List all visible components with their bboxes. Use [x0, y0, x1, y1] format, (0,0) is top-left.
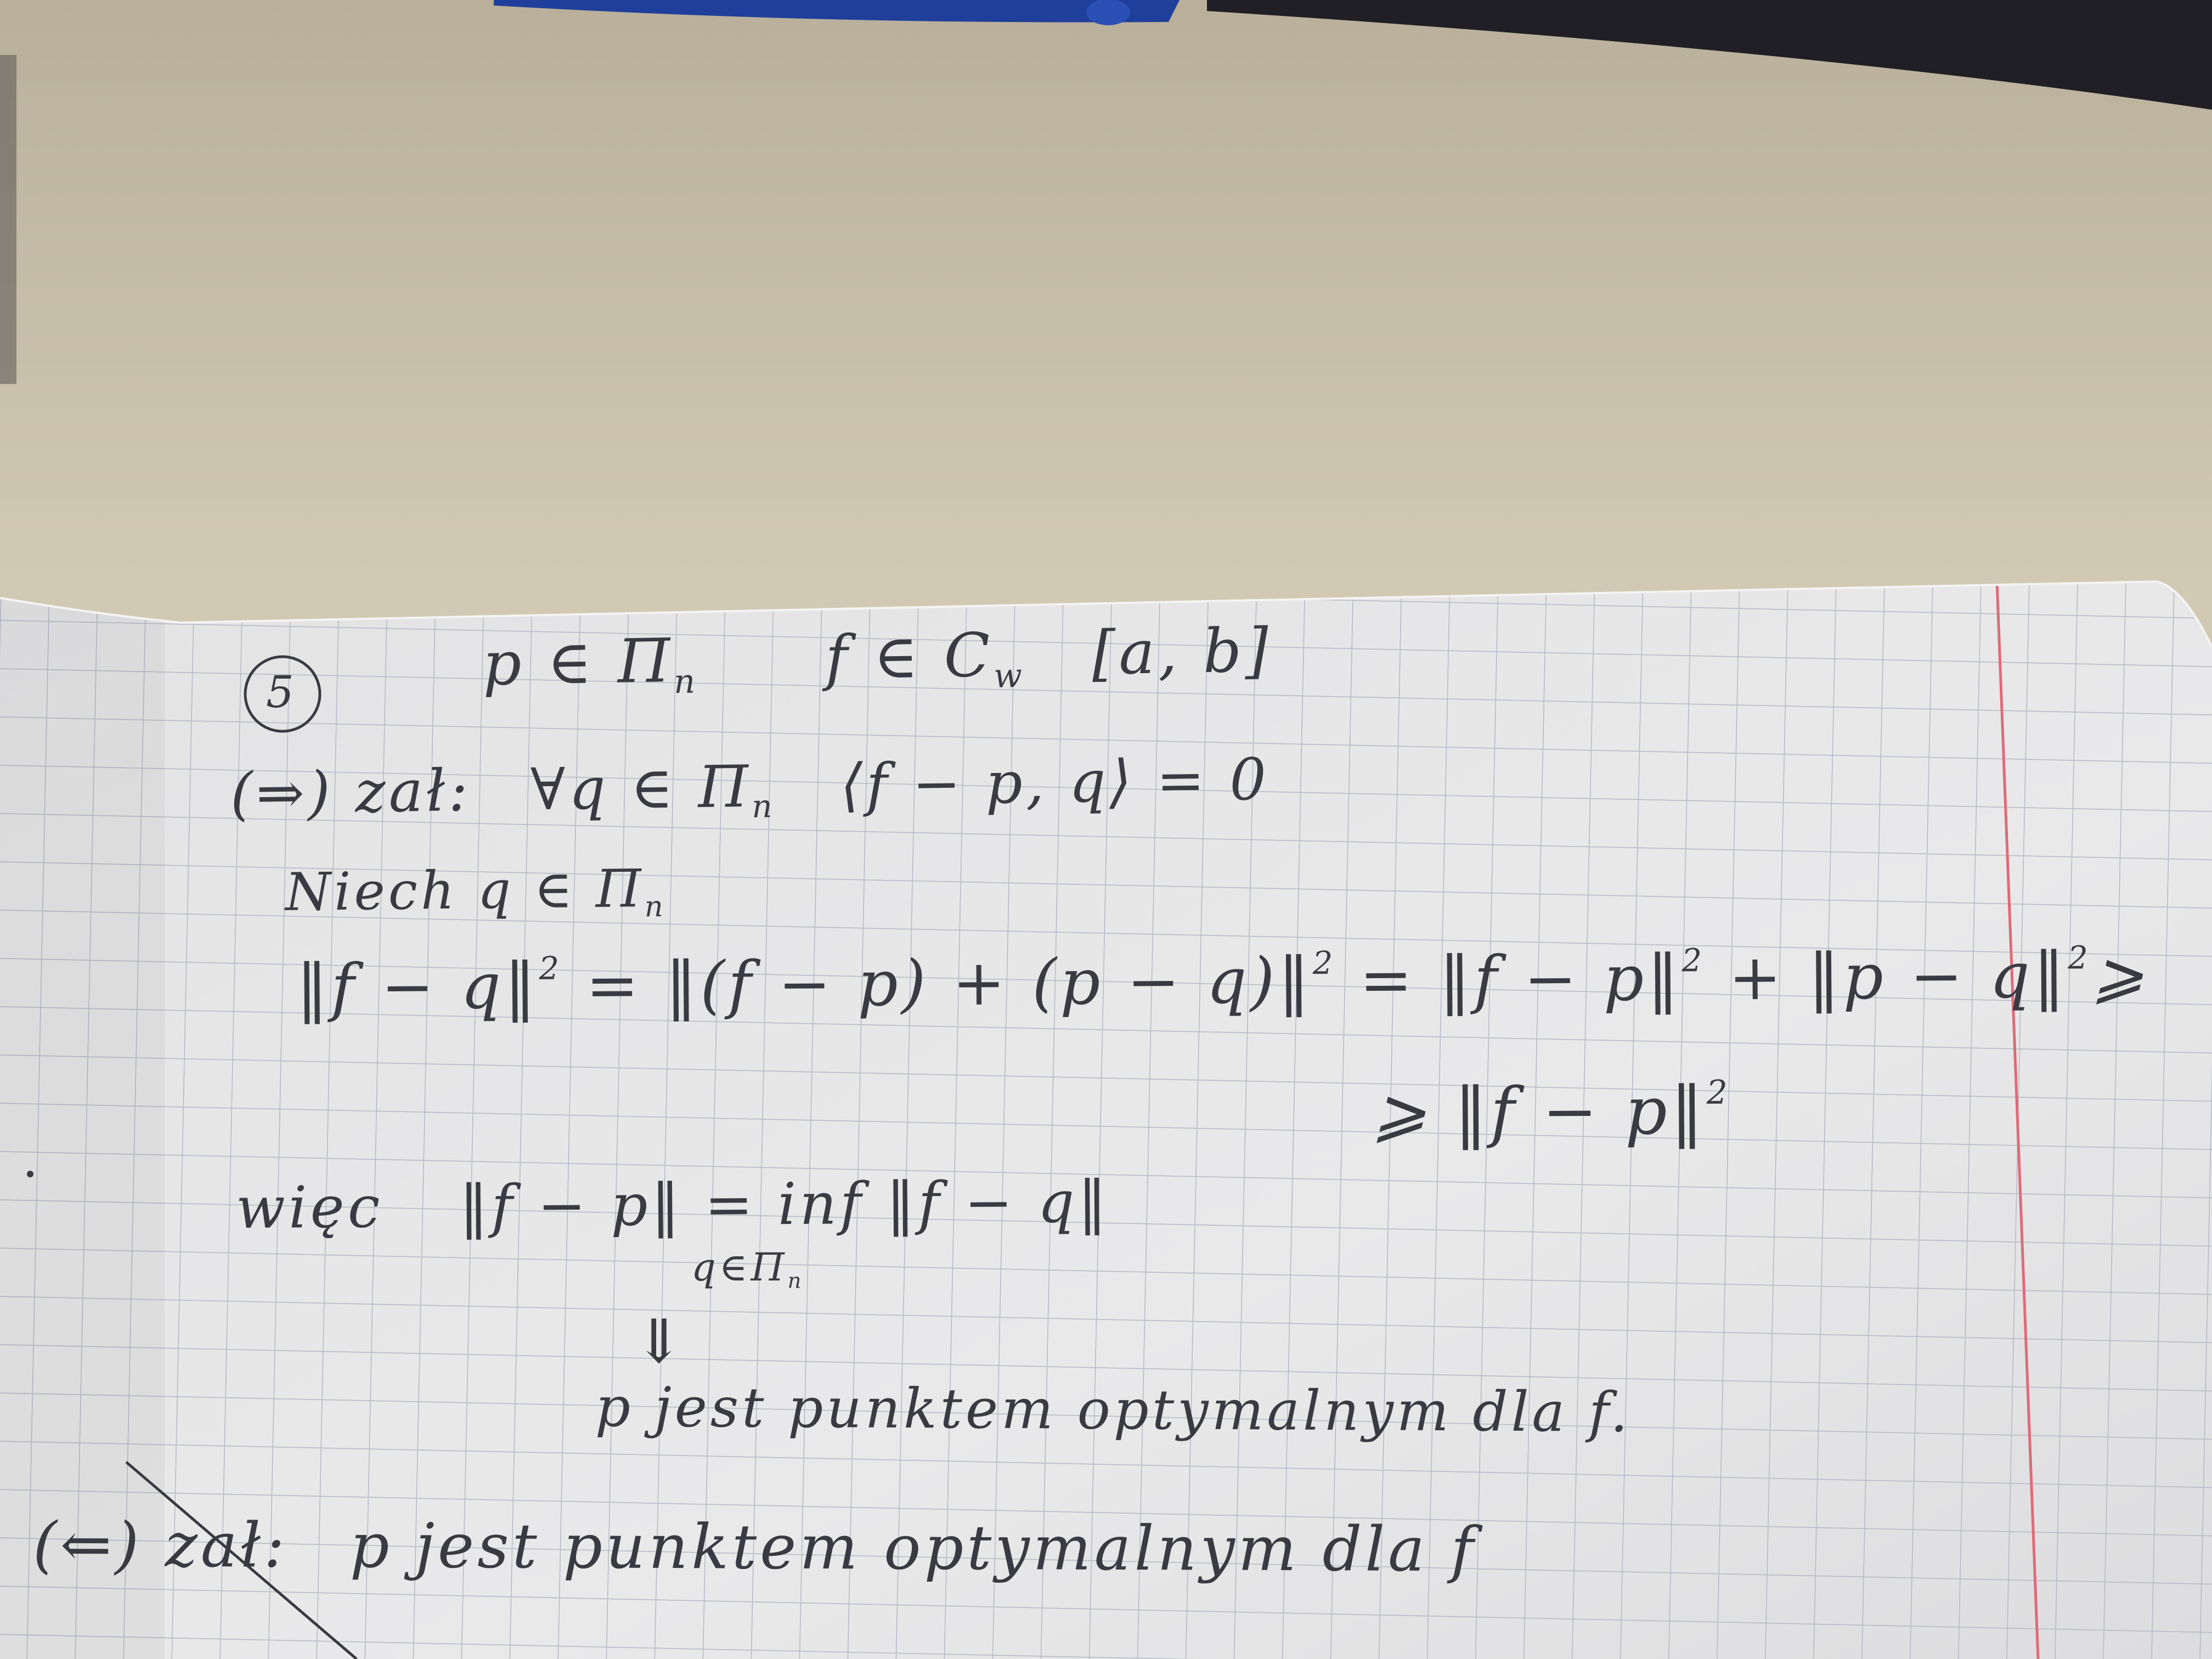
assume-cond-sub: n: [751, 787, 776, 825]
item-number: 5: [266, 667, 297, 718]
norm-line: [296, 938, 2148, 1025]
assume-eq: ⟨f − p, q⟩ = 0: [840, 746, 1270, 819]
inf-sub: q∈Π: [691, 1245, 788, 1290]
implies-arrow: ⇓: [634, 1306, 688, 1376]
pen-clip: [1086, 0, 1130, 25]
norm-rhs-exp: 2: [1706, 1073, 1731, 1112]
norm-lhs: ‖f − q‖: [296, 949, 540, 1025]
inf-subscript: [691, 1245, 805, 1294]
norm-eq1-exp: 2: [1312, 944, 1336, 982]
converse-line: [32, 1509, 1477, 1586]
assume-arrow: (⇒): [230, 759, 334, 827]
norm-rhs: ⩾ ‖f − p‖: [1371, 1073, 1707, 1151]
norm-eq1: = ‖(f − p) + (p − q)‖: [585, 944, 1313, 1023]
header-p-sub: n: [673, 662, 699, 702]
inf-sub-n: n: [787, 1268, 805, 1294]
conv-arrow: (⇐): [32, 1509, 143, 1581]
assume-word: zał:: [354, 757, 472, 826]
conv-text: p jest punktem optymalnym dla f: [349, 1510, 1477, 1586]
norm-plus: + ‖p − q‖: [1728, 939, 2068, 1015]
so-line: [235, 1168, 1110, 1242]
header-interval: [a, b]: [1091, 614, 1273, 689]
notebook-page: [0, 549, 2212, 1659]
assume-cond: ∀q ∈ Π: [530, 753, 752, 823]
norm-geq: ⩾: [2091, 938, 2148, 1012]
conv-word: zał:: [165, 1509, 288, 1582]
header-f: f ∈ C: [825, 619, 994, 693]
let-line: [285, 859, 667, 926]
norm-rhs-line: [1371, 1073, 1731, 1151]
so-word: więc: [235, 1173, 383, 1242]
norm-eq2-exp: 2: [1681, 942, 1706, 979]
stray-dot: [27, 1171, 33, 1177]
header-line: [482, 614, 1273, 702]
let-cond: q ∈ Π: [477, 859, 645, 921]
conclusion-line: p jest punktem optymalnym dla f.: [595, 1375, 1632, 1444]
header-p: p ∈ Π: [482, 625, 674, 699]
let-word: Niech: [285, 860, 458, 923]
norm-eq2: = ‖f − p‖: [1359, 941, 1683, 1018]
let-cond-sub: n: [644, 890, 667, 924]
header-f-sub: w: [993, 656, 1026, 696]
norm-plus-exp: 2: [2067, 939, 2092, 977]
so-expr: ‖f − p‖ = inf ‖f − q‖: [459, 1168, 1110, 1240]
norm-lhs-exp: 2: [539, 950, 563, 987]
desk-edge: [0, 55, 16, 384]
